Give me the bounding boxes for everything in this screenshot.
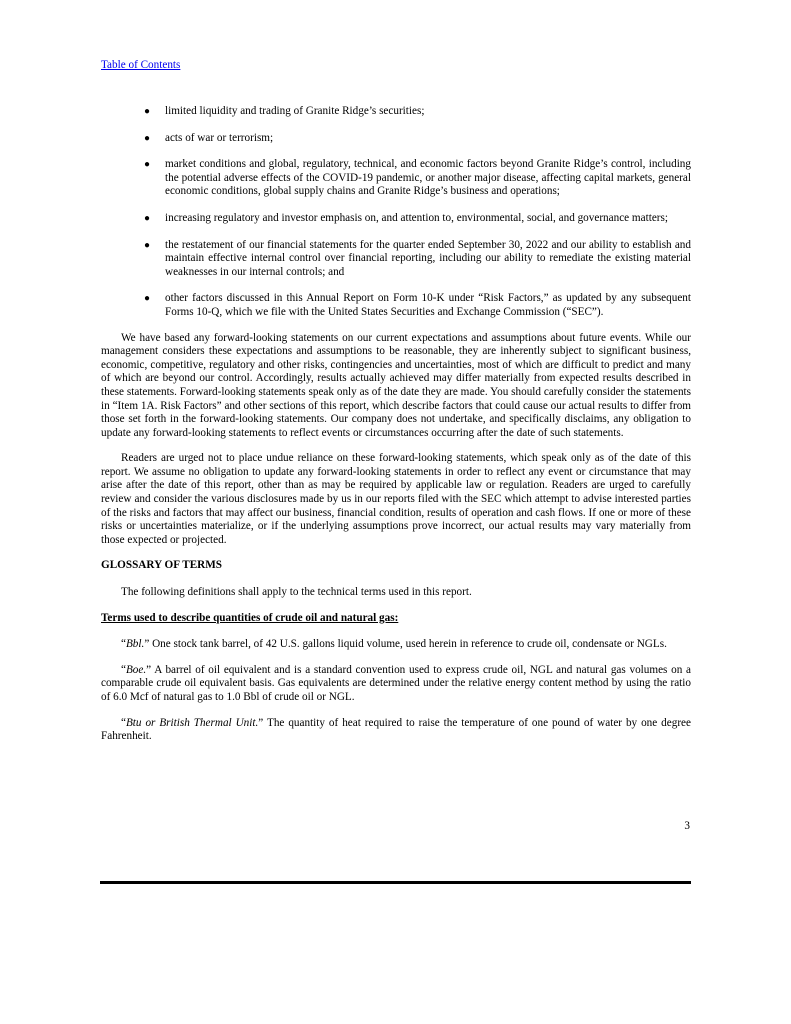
bullet-icon: ● (144, 239, 151, 251)
definition-close-quote: ” (144, 638, 150, 651)
list-item (101, 212, 691, 226)
readers-urged-paragraph: Readers are urged not to place undue reliance on these forward-looking statements, which speak only as of the date of this report. We assume no obligation to update any forward-looking statements in order to reflect any event or circumstance that may arise after the date of this report, other than as may be required by applicable law or regulation. Readers are urged to carefully review and consider the various disclosures made by us in our reports filed with the SEC which attempt to advise interested parties of the risks and factors that may affect our business, financial condition, results of operation and cash flows. If one or more of these risks or uncertainties materialize, or if the underlying assumptions prove incorrect, our actual results may vary materially from those expected or projected. (101, 452, 691, 546)
definition-text: One stock tank barrel, of 42 U.S. gallons liquid volume, used herein in reference to crude oil, condensate or NGLs. (149, 638, 667, 651)
definition-open-quote: “ (121, 638, 126, 651)
bullet-icon: ● (144, 212, 151, 224)
glossary-heading: GLOSSARY OF TERMS (101, 559, 223, 572)
forward-looking-paragraph: We have based any forward-looking statements on our current expectations and assumptions about future events. While our management considers these expectations and assumptions to be reasonable, they are inherently subject to significant business, economic, competitive, regulatory and other risks, contingencies and uncertainties, most of which are difficult to predict and many of which are beyond our control. Accordingly, results actually achieved may differ materially from expected results described in these statements. Forward-looking statements speak only as of the date they are made. You should carefully consider the statements in “Item 1A. Risk Factors” and other sections of this report, which describe factors that could cause our actual results to differ from those set forth in the forward-looking statements. Our company does not undertake, and specifically disclaims, any obligation to update any forward-looking statements to reflect events or circumstances occurring after the date of such statements. (101, 331, 691, 439)
definition-close-quote: ” (146, 663, 152, 676)
glossary-intro: The following definitions shall apply to the technical terms used in this report. (121, 586, 472, 599)
list-item (101, 132, 691, 146)
page-number: 3 (684, 820, 690, 832)
list-item (101, 239, 691, 280)
risk-factor-list (101, 105, 691, 320)
list-item (101, 292, 691, 319)
list-item-text: acts of war or terrorism; (165, 131, 274, 144)
definition-open-quote: “ (121, 663, 126, 676)
definition-text: The quantity of heat required to raise the temperature of one pound of water by one degree Fahrenheit. (101, 716, 691, 743)
list-item-text: the restatement of our financial statements for the quarter ended September 30, 2022 and our ability to establish and maintain effective internal control over financial reporting, including our ability to remediate the existing material weaknesses in our internal controls; and (165, 238, 691, 278)
list-item-text: increasing regulatory and investor emphasis on, and attention to, environmental, social, and governance matters; (165, 211, 668, 224)
bullet-icon: ● (144, 159, 151, 171)
bullet-icon: ● (144, 293, 151, 305)
list-item-text: market conditions and global, regulatory, technical, and economic factors beyond Granite Ridge’s control, including the potential adverse effects of the COVID-19 pandemic, or another major disease, affecting capital markets, general economic conditions, global supply chains and Granite Ridge’s business and operations; (165, 158, 691, 198)
list-item-text: limited liquidity and trading of Granite Ridge’s securities; (165, 105, 425, 117)
definition-close-quote: ” (258, 716, 264, 729)
bullet-icon: ● (144, 132, 151, 144)
glossary-subheading: Terms used to describe quantities of crude oil and natural gas: (101, 611, 399, 624)
definition-text: A barrel of oil equivalent and is a standard convention used to express crude oil, NGL and natural gas volumes on a comparable crude oil equivalent basis. Gas equivalents are determined under the relative energy content method by using the ratio of 6.0 Mcf of natural gas to 1.0 Bbl of crude oil or NGL. (101, 663, 691, 703)
list-item (101, 158, 691, 199)
definition-term: Boe. (125, 663, 147, 676)
definition-boe (101, 664, 691, 705)
definition-term: Bbl. (125, 638, 145, 651)
list-item-text: other factors discussed in this Annual Report on Form 10-K under “Risk Factors,” as updated by any subsequent Forms 10-Q, which we file with the United States Securities and Exchange Commission (“SEC”). (165, 292, 691, 318)
definition-open-quote: “ (121, 716, 126, 729)
definition-btu (101, 717, 691, 744)
page-content (101, 105, 691, 756)
table-of-contents-link[interactable]: Table of Contents (101, 59, 181, 71)
definition-term: Btu or British Thermal Unit. (125, 716, 259, 729)
definition-bbl (101, 638, 691, 652)
bullet-icon: ● (144, 106, 151, 117)
footer-divider (100, 881, 691, 884)
list-item (101, 105, 691, 119)
